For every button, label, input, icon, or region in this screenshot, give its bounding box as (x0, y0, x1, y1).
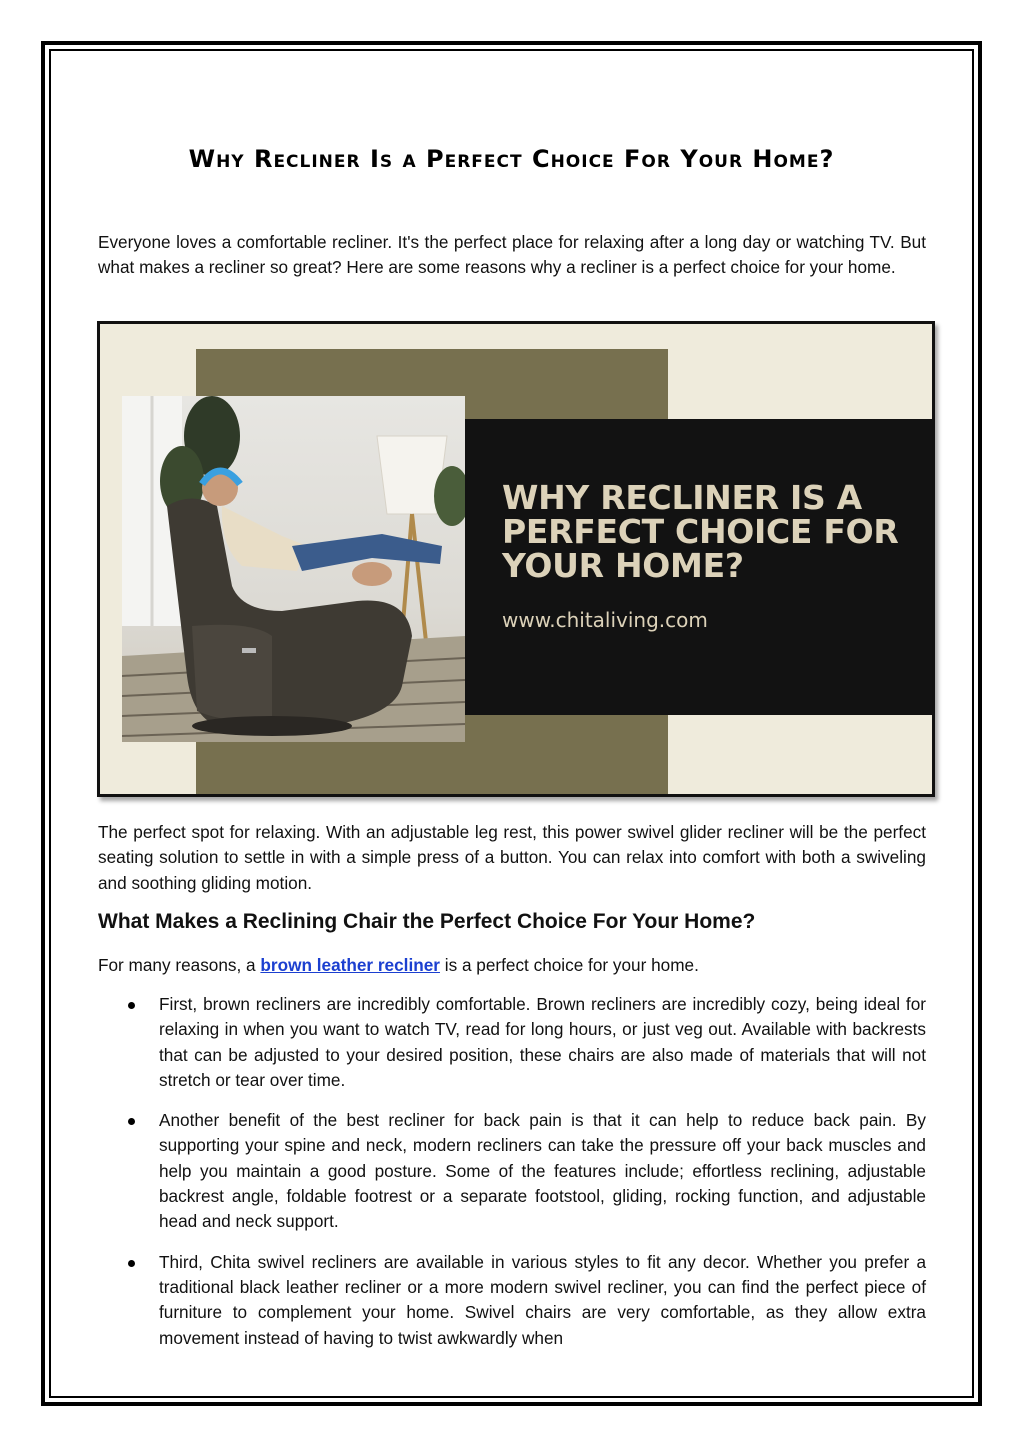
banner-url: www.chitaliving.com (502, 608, 708, 632)
reasons-list (98, 992, 926, 1366)
brown-leather-recliner-link[interactable]: brown leather recliner (260, 955, 440, 975)
page-title: Why Recliner Is a Perfect Choice For Your Home? (188, 145, 835, 173)
list-item-text: Another benefit of the best recliner for back pain is that it can help to reduce back pain. By supporting your spine and neck, modern recliners can take the pressure off your back muscles and help you maintain a good posture. Some of the features include; effortless reclining, adjustable backrest angle, foldable footrest or a separate footstool, gliding, rocking function, and adjustable head and neck support. (159, 1110, 926, 1232)
banner-heading: WHY RECLINER IS A PERFECT CHOICE FOR YOUR HOME? (502, 478, 899, 585)
list-item (98, 1108, 926, 1234)
list-item (98, 992, 926, 1093)
intro-paragraph: Everyone loves a comfortable recliner. It's the perfect place for relaxing after a long day or watching TV. But what makes a recliner so great? Here are some reasons why a recliner is a perfect choice for your home. (98, 232, 926, 278)
recliner-photo (122, 396, 465, 742)
bullet-icon (128, 1260, 135, 1267)
list-item (98, 1250, 926, 1351)
banner-image (97, 321, 935, 797)
list-item-text: First, brown recliners are incredibly comfortable. Brown recliners are incredibly cozy, being ideal for relaxing in when you want to watch TV, read for long hours, or just veg out. Available with backrests that can be adjusted to your desired position, these chairs are also made of materials that will not stretch or tear over time. (159, 994, 926, 1090)
recliner-illustration (122, 396, 465, 742)
caption-paragraph: The perfect spot for relaxing. With an adjustable leg rest, this power swivel glider recliner will be the perfect seating solution to settle in with a simple press of a button. You can relax into comfort with both a swiveling and soothing gliding motion. (98, 822, 926, 893)
bullet-icon (128, 1002, 135, 1009)
list-item-text: Third, Chita swivel recliners are available in various styles to fit any decor. Whether you prefer a traditional black leather recliner or a more modern swivel recliner, you can find the perfect piece of furniture to complement your home. Swivel chairs are very comfortable, as they allow extra movement instead of having to twist awkwardly when (159, 1251, 926, 1348)
link-paragraph (98, 953, 699, 978)
section-heading: What Makes a Reclining Chair the Perfect Choice For Your Home? (98, 910, 756, 933)
bullet-icon (128, 1118, 135, 1125)
para-text-after: is a perfect choice for your home. (439, 955, 699, 975)
para-text-before: For many reasons, a (98, 955, 261, 975)
